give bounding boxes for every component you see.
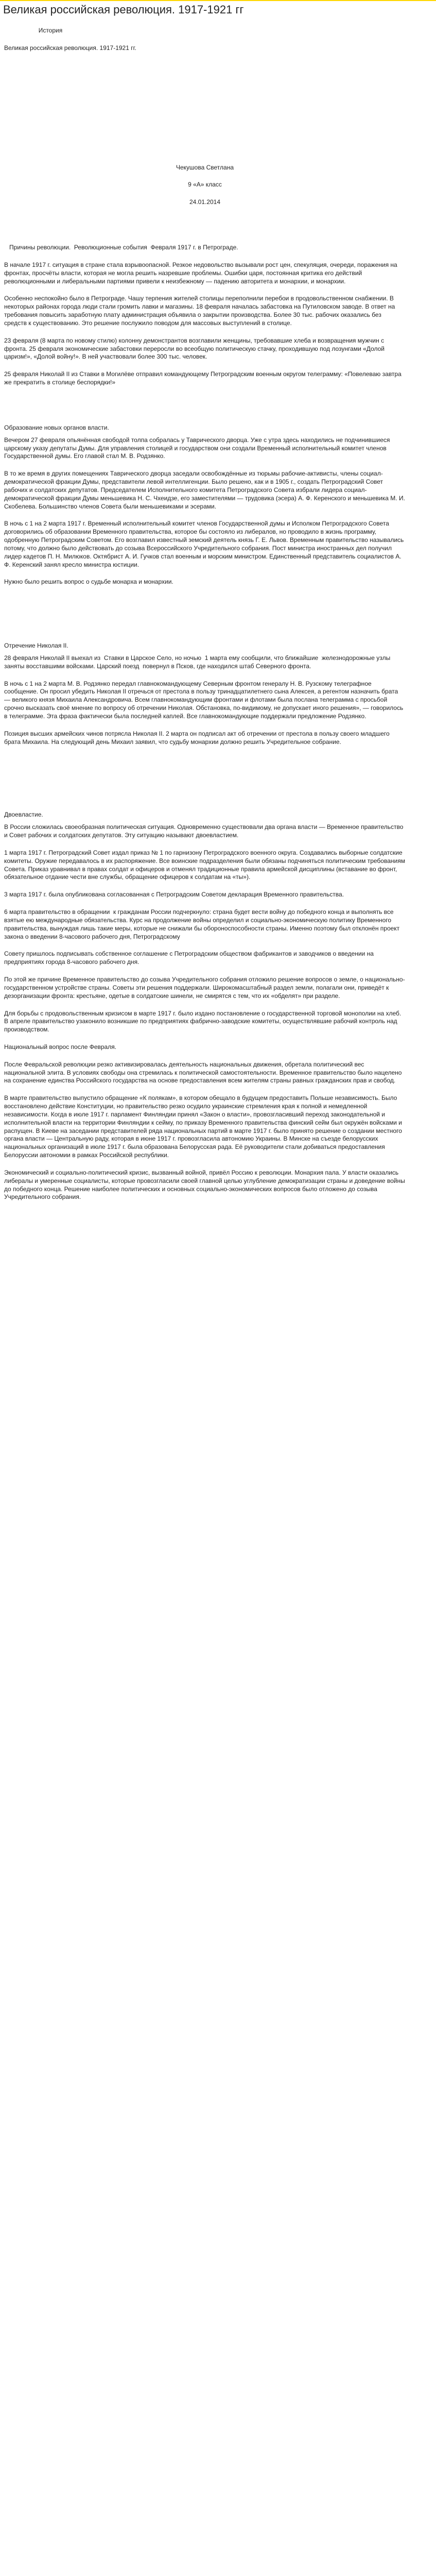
paragraph: Для борьбы с продовольственным кризисом в марте 1917 г. было издано постановление о государственной торговой монополии на хлеб. В апреле правительство узаконило возникшие по предприятиях фабрично-заводские комитеты, осуществлявшие рабочий контроль над производством. xyxy=(4,1009,403,1033)
title-page-line: 24.01.2014 xyxy=(189,198,221,206)
paragraph: 3 марта 1917 г. была опубликована согласованная с Петроградским Советом декларация Временного правительства. xyxy=(4,891,344,899)
paragraph: По этой же причине Временное правительство до созыва Учредительного собрания отложило решение вопросов о земле, о национально-государственном устройстве страны. Советы эти решения поддержали. Широкомасштабный раздел земли, полагали они, приведёт к дезорганизации фронта: крестьяне, одетые в солдатские шинели, не смирятся с тем, что их «обделят» при разделе. xyxy=(4,976,405,999)
paragraph: Великая российская революция. 1917-1921 гг. xyxy=(4,44,136,52)
section-heading: Отречение Николая II. xyxy=(4,642,68,650)
title-page-line: Чекушова Светлана xyxy=(176,163,234,171)
document-body xyxy=(4,27,406,1211)
paragraph: В ночь с 1 на 2 марта 1917 г. Временный исполнительный комитет членов Государственной думы и Исполком Петроградского Совета договорились об образовании Временного правительства, которое бы состояло из либералов, но проводило в жизнь программу, одобренную Петроградским Советом. Его возглавил известный земский деятель князь Г. Е. Львов. Временным правительство назывались потому, что должно было действовать до созыва Всероссийского Учредительного собрания. Пост министра иностранных дел получил лидер кадетов П. Н. Милюков. Октябрист А. И. Гучков стал военным и морским министром. Единственный представитель социалистов А. Ф. Керенский занял кресло министра юстиции. xyxy=(4,520,406,568)
paragraph: 28 февраля Николай II выехал из Ставки в Царское Село, но ночью 1 марта ему сообщили, что ближайшие железнодорожные узлы заняты восставшими войсками. Царский поезд повернул в Псков, где находился штаб Северного фронта. xyxy=(4,654,392,670)
paragraph: В марте правительство выпустило обращение «К полякам», в котором обещало в будущем предоставить Польше независимость. Было восстановлено действие Конституции, но правительство резко осудило украинские стремления края к полной и немедленной независимости. Когда в июле 1917 г. парламент Финляндии принял «Закон о власти», провозгласивший переход законодательной и исполнительной власти на территории Финляндии к сейму, по приказу Временного правительства финский сейм был окружён войсками и распущен. В Киеве на заседании представителей ряда национальных партий в марте 1917 г. было принято решение о создании местного органа власти — Центральную раду, которая в июне 1917 г. провозгласила автономию Украины. В Минске на съезде белорусских национальных организаций в июле 1917 г. была образована Белорусская рада. Её руководители стали добиваться предоставления Белоруссии автономии в рамках Российской республики. xyxy=(4,1094,404,1159)
paragraph: В России сложилась своеобразная политическая ситуация. Одновременно существовали два органа власти — Временное правительство и Совет рабочих и солдатских депутатов. Эту ситуацию называют двоевластием. xyxy=(4,823,405,839)
document-title: Великая российская революция. 1917-1921 гг xyxy=(3,3,244,16)
paragraph: Нужно было решить вопрос о судьбе монарха и монархии. xyxy=(4,578,173,586)
paragraph: В ночь с 1 на 2 марта М. В. Родзянко передал главнокомандующему Северным фронтом генералу Н. В. Рузскому телеграфное сообщение. Он просил убедить Николая II отречься от престола в пользу тринадцатилетнего сына Алексея, а регентом назначить брата — великого князя Михаила Александровича. Всем главнокомандующим фронтами и флотами была послана телеграмма с просьбой срочно высказать своё мнение по вопросу об отречении Николая. Обстановка, по-видимому, не допускает иного решения», — говорилось в телеграмме. Эта фраза фактически была последней каплей. Все главнокомандующие поддержали предложение Родзянко. xyxy=(4,680,405,720)
paragraph: Вечером 27 февраля опьянённая свободой толпа собралась у Таврического дворца. Уже с утра здесь находились не подчинившиеся царскому указу депутаты Думы. Для управления столицей и государством они создали Временный исполнительный комитет членов Государственной думы. Его главой стал М. В. Родзянко. xyxy=(4,436,392,460)
blank-space xyxy=(4,755,406,811)
paragraph: В то же время в других помещениях Таврического дворца заседали освобождённые из тюрьмы рабочие-активисты, члены социал-демократической фракции Думы, представители левой интеллигенции. Было решено, как и в 1905 г., создать Петроградский Совет рабочих и солдатских депутатов. Председателем Исполнительного комитета Петроградского Совета избрали лидера социал-демократической фракции Думы меньшевика Н. С. Чхеидзе, его заместителями — трудовика (эсера) А. Ф. Керенского и меньшевика М. И. Скобелева. Большинство членов Совета были меньшевиками и эсерами. xyxy=(4,470,407,510)
paragraph: Экономический и социально-политический кризис, вызванный войной, привёл Россию к революции. Монархия пала. У власти оказались либералы и умеренные социалисты, которые провозгласили своей главной целью углубление демократизации страны и доведение войны до победного конца. Решение наиболее политических и основных социально-экономических вопросов было отложено до созыва Учредительного собрания. xyxy=(4,1168,407,1201)
paragraph: Национальный вопрос после Февраля. xyxy=(4,1043,117,1050)
paragraph: Совету пришлось подписывать собственное соглашение с Петроградским обществом фабрикантов и заводчиков о введении на предприятиях города 8-часового рабочего дня. xyxy=(4,950,376,966)
paragraph: 6 марта правительство в обращении к гражданам России подчеркнуло: страна будет вести войну до победного конца и выполнять все взятые ею международные обязательства. Курс на продолжение войны определил и социально-экономическую политику Временного правительства, вынуждая лишь такие меры, которые не снижали бы обороноспособности страны. Именно поэтому был отклонён проект закона о введении 8-часового рабочего дня, Петроградскому xyxy=(4,908,402,940)
paragraph: 23 февраля (8 марта по новому стилю) колонну демонстрантов возглавили женщины, требовавшие хлеба и возвращения мужчин с фронта. 25 февраля экономические забастовки переросли во всеобщую политическую стачку, проходившую под лозунгами «Долой царизм!», «Долой войну!». В ней участвовали более 300 тыс. человек. xyxy=(4,336,387,361)
paragraph: После Февральской революции резко активизировалась деятельность национальных движения, обретала политический вес национальной элита. В условиях свободы она стремилась к политической самостоятельности. Временное правительство было нацелено на сохранение единства Российского государства на основе предоставления всем жителям страны равных гражданских прав и свобод. xyxy=(4,1060,404,1084)
paragraph: Причины революции. Революционные события Февраля 1917 г. в Петрограде. xyxy=(4,244,238,251)
section-heading: Двоевластие. xyxy=(4,811,43,819)
blank-space xyxy=(4,396,406,424)
paragraph: История xyxy=(4,27,63,34)
paragraph: 1 марта 1917 г. Петроградский Совет издал приказ № 1 по гарнизону Петроградского военного округа. Создавались выборные солдатские комитеты. Оружие передавалось в их распоряжение. Все воинские подразделения были обязаны подчиняться политическим требованиям Совета. Приказ уравнивал в правах солдат и офицеров и отменял традиционные правила армейской дисциплины (вставание во фронт, обязательное отдание чести вне службы, обращение офицеров к солдатам на «ты»). xyxy=(4,849,407,881)
paragraph: Особенно неспокойно было в Петрограде. Чашу терпения жителей столицы переполнили перебои в продовольственном снабжении. В некоторых районах города люди стали громить лавки и магазины. 18 февраля началась забастовка на Путиловском заводе. В ответ на требования повысить заработную плату администрация объявила о закрытии производства. Более 30 тыс. рабочих оказались без средств к существованию. Это решение послужило поводом для массовых выступлений в столице. xyxy=(4,295,397,327)
blank-space xyxy=(4,62,406,164)
paragraph: 25 февраля Николай II из Ставки в Могилёве отправил командующему Петроградским военным округом телеграмму: «Повелеваю завтра же прекратить в столице беспорядки!» xyxy=(4,370,404,386)
blank-space xyxy=(4,216,406,244)
section-heading: Образование новых органов власти. xyxy=(4,423,109,431)
blank-space xyxy=(4,596,406,642)
paragraph: В начале 1917 г. ситуация в стране стала взрывоопасной. Резкое недовольство вызывали рост цен, спекуляция, очереди, поражения на фронтах, просчёты власти, которая не могла решить назревшие проблемы. Ошибки царя, постоянная критика его действий революционными и либеральными партиями привели к неизбежному — падению авторитета и монархии, и монархии. xyxy=(4,261,399,285)
top-accent-bar xyxy=(0,0,436,1)
paragraph: Позиция высших армейских чинов потрясла Николая II. 2 марта он подписал акт об отречении от престола в пользу своего младшего брата Михаила. На следующий день Михаил заявил, что судьбу монархии должно решить Учредительное собрание. xyxy=(4,730,392,745)
title-page-line: 9 «А» класс xyxy=(188,181,222,189)
